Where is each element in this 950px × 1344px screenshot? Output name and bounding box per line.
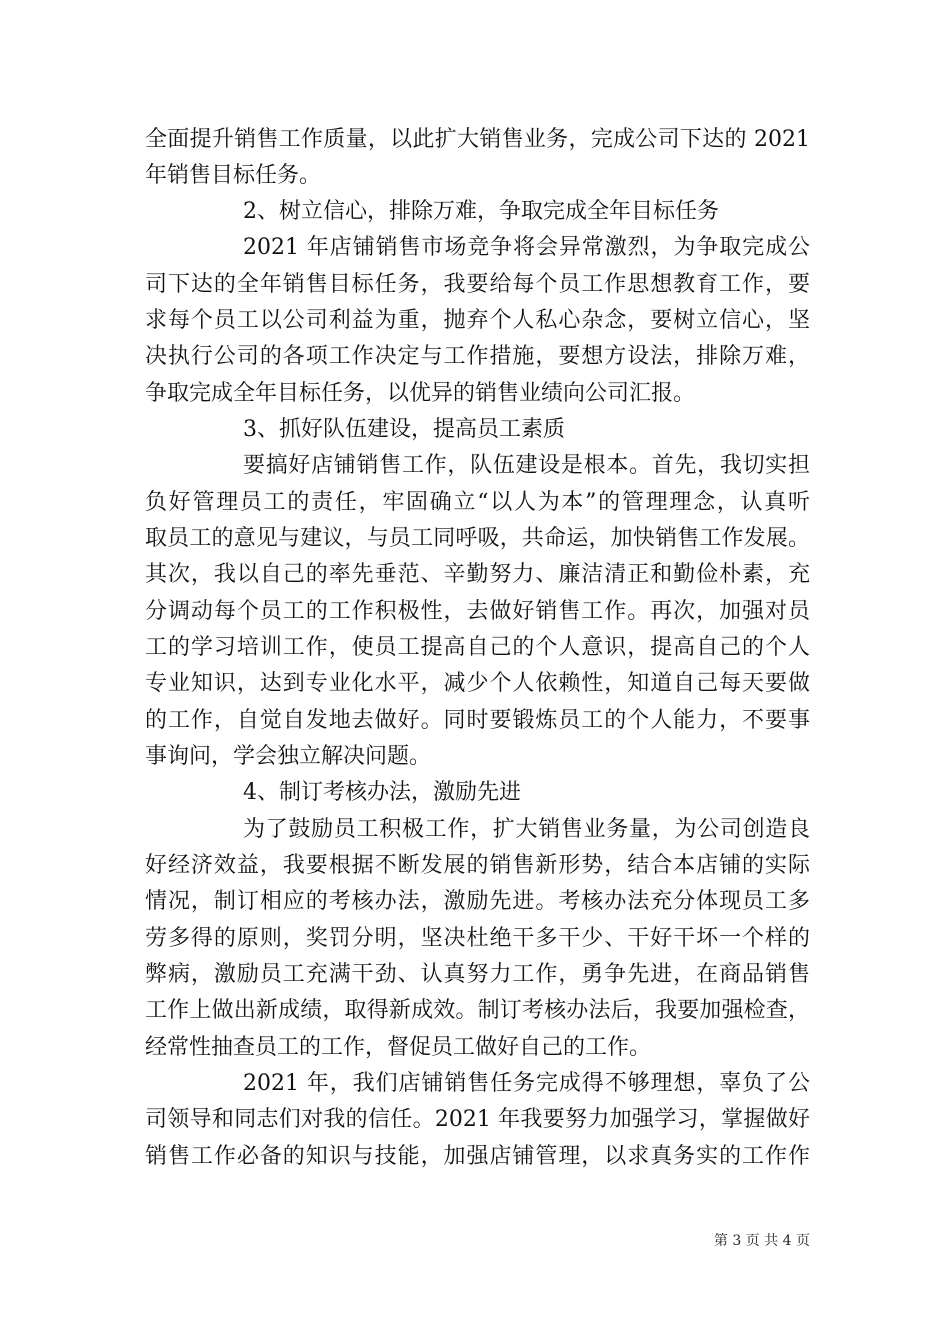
text-line-6: 求每个员工以公司利益为重，抛弃个人私心杂念，要树立信心，坚 xyxy=(145,308,810,333)
text-line-27: 2021 年，我们店铺销售任务完成得不够理想，辜负了公 xyxy=(243,1071,810,1096)
page-number-footer: 第 3 页 共 4 页 xyxy=(713,1233,810,1249)
text-line-16: 专业知识，达到专业化水平，减少个人依赖性，知道自己每天要做 xyxy=(145,671,810,696)
text-line-2: 年销售目标任务。 xyxy=(145,163,322,188)
text-line-8: 争取完成全年目标任务，以优异的销售业绩向公司汇报。 xyxy=(145,381,696,406)
text-line-17: 的工作，自觉自发地去做好。同时要锻炼员工的个人能力，不要事 xyxy=(145,708,810,733)
text-line-10: 要搞好店铺销售工作，队伍建设是根本。首先，我切实担 xyxy=(243,453,810,478)
text-line-12: 取员工的意见与建议，与员工同呼吸，共命运，加快销售工作发展。 xyxy=(145,526,810,551)
text-line-22: 情况，制订相应的考核办法，激励先进。考核办法充分体现员工多 xyxy=(145,889,810,914)
text-line-23: 劳多得的原则，奖罚分明，坚决杜绝干多干少、干好干坏一个样的 xyxy=(145,926,810,951)
text-line-24: 弊病，激励员工充满干劲、认真努力工作，勇争先进，在商品销售 xyxy=(145,962,810,987)
text-line-21: 好经济效益，我要根据不断发展的销售新形势，结合本店铺的实际 xyxy=(145,853,810,878)
text-line-25: 工作上做出新成绩，取得新成效。制订考核办法后，我要加强检查， xyxy=(145,998,810,1023)
text-line-1: 全面提升销售工作质量，以此扩大销售业务，完成公司下达的 2021 xyxy=(145,127,810,152)
section-heading-2: 2、树立信心，排除万难，争取完成全年目标任务 xyxy=(243,199,719,224)
section-heading-4: 4、制订考核办法，激励先进 xyxy=(243,780,521,805)
text-line-4: 2021 年店铺销售市场竞争将会异常激烈，为争取完成公 xyxy=(243,235,810,260)
text-line-29: 销售工作必备的知识与技能，加强店铺管理，以求真务实的工作作 xyxy=(145,1144,810,1169)
section-heading-3: 3、抓好队伍建设，提高员工素质 xyxy=(243,417,565,442)
text-line-11: 负好管理员工的责任，牢固确立“以人为本”的管理理念，认真听 xyxy=(145,490,810,515)
text-line-18: 事询问，学会独立解决问题。 xyxy=(145,744,432,769)
text-line-5: 司下达的全年销售目标任务，我要给每个员工作思想教育工作，要 xyxy=(145,272,810,297)
text-line-13: 其次，我以自己的率先垂范、辛勤努力、廉洁清正和勤俭朴素，充 xyxy=(145,562,810,587)
text-line-15: 工的学习培训工作，使员工提高自己的个人意识，提高自己的个人 xyxy=(145,635,810,660)
text-line-26: 经常性抽查员工的工作，督促员工做好自己的工作。 xyxy=(145,1035,652,1060)
text-line-14: 分调动每个员工的工作积极性，去做好销售工作。再次，加强对员 xyxy=(145,599,810,624)
text-line-20: 为了鼓励员工积极工作，扩大销售业务量，为公司创造良 xyxy=(243,817,810,842)
text-line-7: 决执行公司的各项工作决定与工作措施，要想方设法，排除万难， xyxy=(145,344,810,369)
text-line-28: 司领导和同志们对我的信任。2021 年我要努力加强学习，掌握做好 xyxy=(145,1107,810,1132)
